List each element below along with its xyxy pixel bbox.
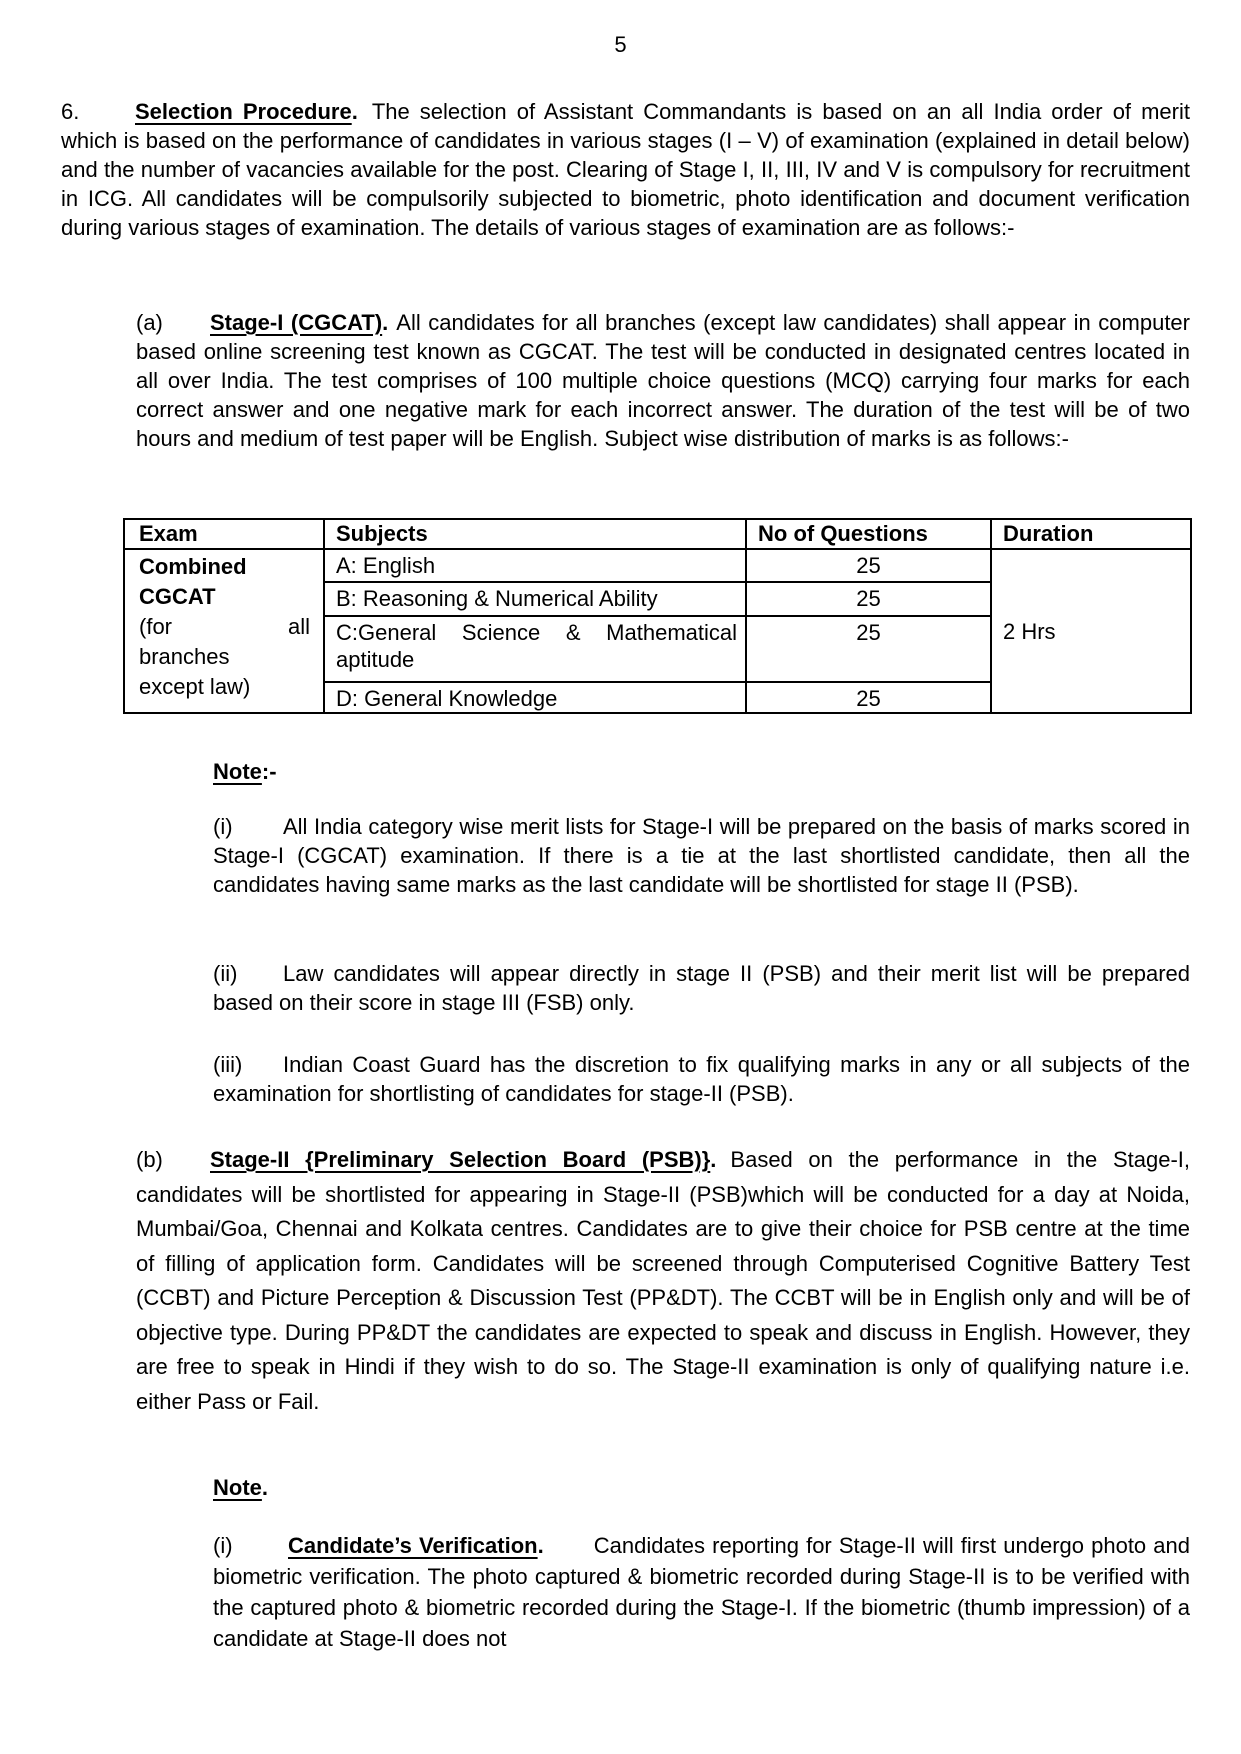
header-duration: Duration [991,519,1191,549]
item-number: (ii) [213,961,238,986]
para-body: The selection of Assistant Commandants is based on an all India order of merit which is based on the performance of candidates in various stages (I – V) of examination (explained in detail below) and the number of vacancies available for the post. Clearing of Stage I, II, III, IV and V is compulsory for recruitment in ICG. All candidates will be compulsorily subjected to biometric, photo identification and document verification during various stages of examination. The details of various stages of examination are as follows:- [61,99,1190,240]
note-label-suffix: :- [261,759,277,784]
item-text: All India category wise merit lists for Stage-I will be prepared on the basis of marks scored in Stage-I (CGCAT) examination. If there is a tie at the last shortlisted candidate, then all the candidates having same marks as the last candidate will be shortlisted for stage II (PSB). [213,814,1190,897]
para-letter: (a) [136,310,163,335]
para-selection-procedure [61,97,1190,242]
item-text: Law candidates will appear directly in stage II (PSB) and their merit list will be prepared based on their score in stage III (FSB) only. [213,961,1190,1015]
item-number: (i) [213,1533,233,1558]
item-number: (iii) [213,1052,243,1077]
heading-selection-procedure: Selection Procedure [135,99,352,124]
para-letter: (b) [136,1147,163,1172]
exam-line: branches [139,644,230,669]
exam-line: CGCAT [139,584,216,609]
subject-cell: D: General Knowledge [324,682,746,713]
para-body: All candidates for all branches (except law candidates) shall appear in computer based online screening test known as CGCAT. The test will be conducted in designated centres located in all over India. The test comprises of 100 multiple choice questions (MCQ) carrying four marks for each correct answer and one negative mark for each incorrect answer. The duration of the test will be of two hours and medium of test paper will be English. Subject wise distribution of marks is as follows:- [136,310,1190,451]
heading-period: . [537,1533,544,1558]
subject-cell: B: Reasoning & Numerical Ability [324,582,746,616]
heading-period: . [351,99,358,124]
note-label-text: Note [213,759,262,784]
note-item-i [213,812,1190,899]
exam-line: Combined [139,554,247,579]
item-number: (i) [213,814,233,839]
note-item-iii [213,1050,1190,1108]
para-stage-1-cgcat [136,308,1190,453]
exam-line: except law) [139,674,251,699]
note-item-ii [213,959,1190,1017]
marks-distribution-table [123,518,1192,714]
heading-stage-1: Stage-I (CGCAT) [210,310,383,335]
subject-cell: A: English [324,549,746,582]
questions-cell: 25 [746,549,991,582]
para-stage-2-psb [136,1143,1190,1419]
subject-cell: C:General Science & Mathematical aptitude [324,616,746,682]
para-body: Based on the performance in the Stage-I, candidates will be shortlisted for appearing in Stage-II (PSB)which will be conducted for a day at Noida, Mumbai/Goa, Chennai and Kolkata centres. Candidates are to give their choice for PSB centre at the time of filling of application form. Candidates will be screened through Computerised Cognitive Battery Test (CCBT) and Picture Perception & Discussion Test (PP&DT). The CCBT will be in English only and will be of objective type. During PP&DT the candidates are expected to speak and discuss in English. However, they are free to speak in Hindi if they wish to do so. The Stage-II examination is only of qualifying nature i.e. either Pass or Fail. [136,1147,1190,1414]
para-candidates-verification [213,1530,1190,1654]
heading-period: . [710,1147,717,1172]
page-number: 5 [614,32,627,57]
questions-cell: 25 [746,582,991,616]
item-text: Indian Coast Guard has the discretion to fix qualifying marks in any or all subjects of the examination for shortlisting of candidates for stage-II (PSB). [213,1052,1190,1106]
note-1-label [213,759,277,785]
questions-cell: 25 [746,682,991,713]
header-subjects: Subjects [324,519,746,549]
heading-stage-2: Stage-II {Preliminary Selection Board (PSB)} [210,1147,711,1172]
heading-candidates-verification: Candidate’s Verification [288,1533,538,1558]
duration-cell: 2 Hrs [991,549,1191,713]
note-label-suffix: . [261,1475,269,1500]
heading-period: . [382,310,389,335]
note-2-label [213,1475,268,1501]
para-number: 6. [61,99,80,124]
para-body: Candidates reporting for Stage-II will first undergo photo and biometric verification. The photo captured & biometric recorded during Stage-II is to be verified with the captured photo & biometric recorded during the Stage-I. If the biometric (thumb impression) of a candidate at Stage-II does not [213,1533,1190,1651]
table-row [124,549,1191,582]
exam-cell [124,549,324,713]
header-no-of-questions: No of Questions [746,519,991,549]
questions-cell: 25 [746,616,991,682]
note-label-text: Note [213,1475,262,1500]
header-exam: Exam [124,519,324,549]
table-header-row [124,519,1191,549]
exam-line: (for all [139,614,310,639]
